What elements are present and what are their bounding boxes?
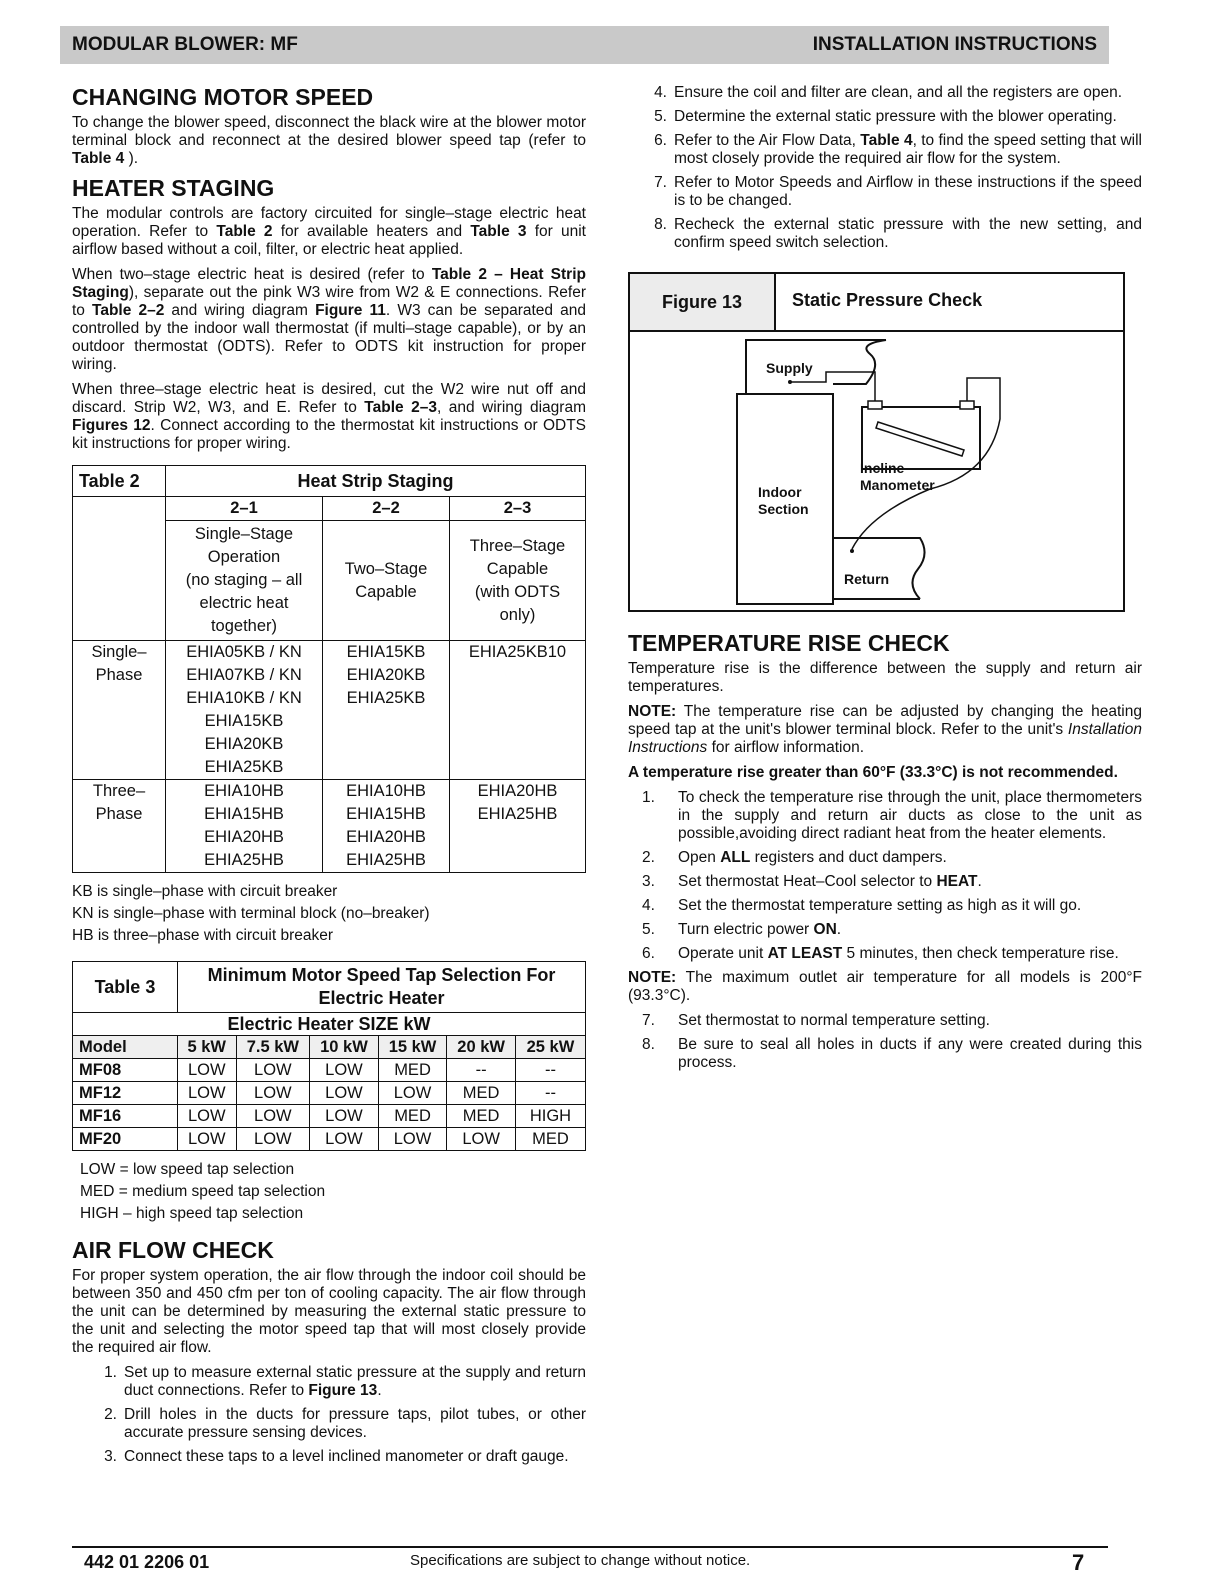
incline-tube [876,422,964,456]
heater-staging-p3: When three–stage electric heat is desired, cut the W2 wire nut off and discard. Strip W2, W3, and E. Refer to Table 2–3, and wiring diagram Figures 12. Connect according to the thermostat kit instructions or ODTS kit instructions for proper wiring. [72,381,587,452]
right-column [628,84,1142,1078]
list-item: 3. Set thermostat Heat–Cool selector to HEAT. [642,873,982,890]
table2-col-head: 2–3 [450,497,586,521]
list-item: 1. Set up to measure external static pressure at the supply and return duct connections. Refer to Figure 13. [104,1364,586,1399]
table-row: MF12 LOW LOW LOW LOW MED -- [73,1082,586,1105]
changing-motor-speed-text: To change the blower speed, disconnect the black wire at the blower motor terminal block and reconnect at the desired blower speed tap (refer to Table 4 ). [72,114,586,167]
section-title-temperature-rise-check: TEMPERATURE RISE CHECK [628,630,950,656]
table3-subtitle: Electric Heater SIZE kW [73,1013,586,1036]
table3-title: Minimum Motor Speed Tap Selection For Electric Heater [178,962,586,1013]
heater-staging-p1: The modular controls are factory circuited for single–stage electric heat operation. Refer to Table 2 for available heaters and Table 3 for unit airflow based without a coil, filter, or electric heat applied. [72,205,586,258]
list-item: 6. Operate unit AT LEAST 5 minutes, then check temperature rise. [642,945,1119,962]
section-title-air-flow-check: AIR FLOW CHECK [72,1237,274,1263]
table2-desc-2: Two–Stage Capable [323,521,450,641]
table2-desc-1: Single–Stage Operation (no staging – all electric heat together) [166,521,323,641]
list-item: 8. Recheck the external static pressure with the new setting, and confirm speed switch selection. [654,216,1142,251]
table3-header-row: Model 5 kW 7.5 kW 10 kW 15 kW 20 kW 25 kW [73,1036,586,1059]
footer-notice: Specifications are subject to change without notice. [410,1552,751,1569]
figure13-title: Static Pressure Check [792,290,983,310]
table-row: MF20 LOW LOW LOW LOW LOW MED [73,1128,586,1151]
list-item: 7. Set thermostat to normal temperature setting. [642,1012,990,1029]
list-item: 5. Turn electric power ON. [642,921,842,938]
static-pressure-diagram [630,274,1123,610]
left-column [72,84,586,1472]
indoor-section-label: Indoor Section [758,484,809,517]
air-flow-steps-right [628,84,1142,252]
list-item: 6. Refer to the Air Flow Data, Table 4, to find the speed setting that will most closely provide the required air flow for the system. [654,132,1142,167]
list-item: 2. Open ALL registers and duct dampers. [642,849,947,866]
temp-rise-note-1: NOTE: The temperature rise can be adjusted by changing the heating speed tap at the unit's blower terminal block. Refer to the unit's Installation Instructions for airflow information. [628,703,1142,756]
table3-label: Table 3 [73,962,178,1013]
heater-staging-p2: When two–stage electric heat is desired (refer to Table 2 – Heat Strip Staging), separate out the pink W3 wire from W2 & E connections. Refer to Table 2–2 and wiring diagram Figure 11. W3 can be separated and controlled by the indoor wall thermostat (if multi–stage capable), or by an outdoor thermostat (ODTS). Refer to ODTS kit instruction for proper wiring. [72,266,586,373]
table3-notes: LOW = low speed tap selection MED = medium speed tap selection HIGH – high speed tap selection [80,1161,326,1222]
table2-col-head: 2–2 [323,497,450,521]
list-item: 1. To check the temperature rise through the unit, place thermometers in the supply and return air ducts as close to the unit as possible,avoiding direct radiant heat from the heater elements. [642,789,1142,842]
page-header [60,26,1109,64]
return-label: Return [844,571,890,587]
footer-rule [72,1546,1108,1548]
temp-rise-text: Temperature rise is the difference between the supply and return air temperatures. [628,660,1142,695]
air-flow-text: For proper system operation, the air flow through the indoor coil should be between 350 and 450 cfm per ton of cooling capacity. The air flow through the unit can be determined by measuring the external static pressure to the unit and selecting the motor speed tap that will most closely provide the required air flow. [72,1267,586,1356]
table2-notes: KB is single–phase with circuit breaker KN is single–phase with terminal block (no–breaker) HB is three–phase with circuit breaker [72,883,430,944]
table2-title: Heat Strip Staging [166,466,586,497]
list-item: 4. Set the thermostat temperature setting as high as it will go. [642,897,1082,914]
list-item: 2. Drill holes in the ducts for pressure taps, pilot tubes, or other accurate pressure sensing devices. [104,1406,586,1441]
table2-label: Table 2 [73,466,166,497]
section-title-heater-staging: HEATER STAGING [72,175,275,201]
table2-desc-3: Three–Stage Capable (with ODTS only) [450,521,586,641]
list-item: 5. Determine the external static pressure with the blower operating. [654,108,1117,125]
table-2 [72,465,586,873]
table-3 [72,961,586,1151]
temp-rise-steps-2 [628,1012,1142,1072]
temp-rise-warning: A temperature rise greater than 60°F (33.3°C) is not recommended. [628,764,1118,781]
list-item: 7. Refer to Motor Speeds and Airflow in these instructions if the speed is to be changed. [654,174,1142,209]
temp-rise-note-2: NOTE: The maximum outlet air temperature for all models is 200°F (93.3°C). [628,969,1142,1004]
supply-duct-end [833,340,886,384]
list-item: 3. Connect these taps to a level inclined manometer or draft gauge. [104,1448,569,1465]
footer-part-number: 442 01 2206 01 [84,1552,210,1572]
manometer-port-right [960,401,974,409]
figure13-label: Figure 13 [630,274,776,332]
return-duct-end [833,538,925,599]
header-left: MODULAR BLOWER: MF [72,34,298,55]
manometer-port-left [868,401,882,409]
air-flow-steps-left [72,1364,586,1466]
incline-manometer-label: Incline Manometer [860,460,935,493]
figure-13 [628,272,1125,612]
temp-rise-steps [628,789,1142,963]
supply-label: Supply [766,360,813,376]
table-row: MF16 LOW LOW LOW MED MED HIGH [73,1105,586,1128]
list-item: 8. Be sure to seal all holes in ducts if any were created during this process. [642,1036,1142,1071]
table2-col-head: 2–1 [166,497,323,521]
table-row: MF08 LOW LOW LOW MED -- -- [73,1059,586,1082]
header-right: INSTALLATION INSTRUCTIONS [812,34,1097,55]
table2-row-single-phase: Single– Phase EHIA05KB / KN EHIA07KB / KN EHIA10KB / KN EHIA15KB EHIA20KB EHIA25KB EHIA15KB EHIA20KB EHIA25KB EHIA25KB10 [73,641,586,780]
table2-row-three-phase: Three– Phase EHIA10HB EHIA15HB EHIA20HB EHIA25HB EHIA10HB EHIA15HB EHIA20HB EHIA25HB EHIA20HB EHIA25HB [73,780,586,873]
section-title-changing-motor-speed: CHANGING MOTOR SPEED [72,84,374,110]
list-item: 4. Ensure the coil and filter are clean, and all the registers are open. [654,84,1123,101]
page-number: 7 [1072,1550,1085,1575]
